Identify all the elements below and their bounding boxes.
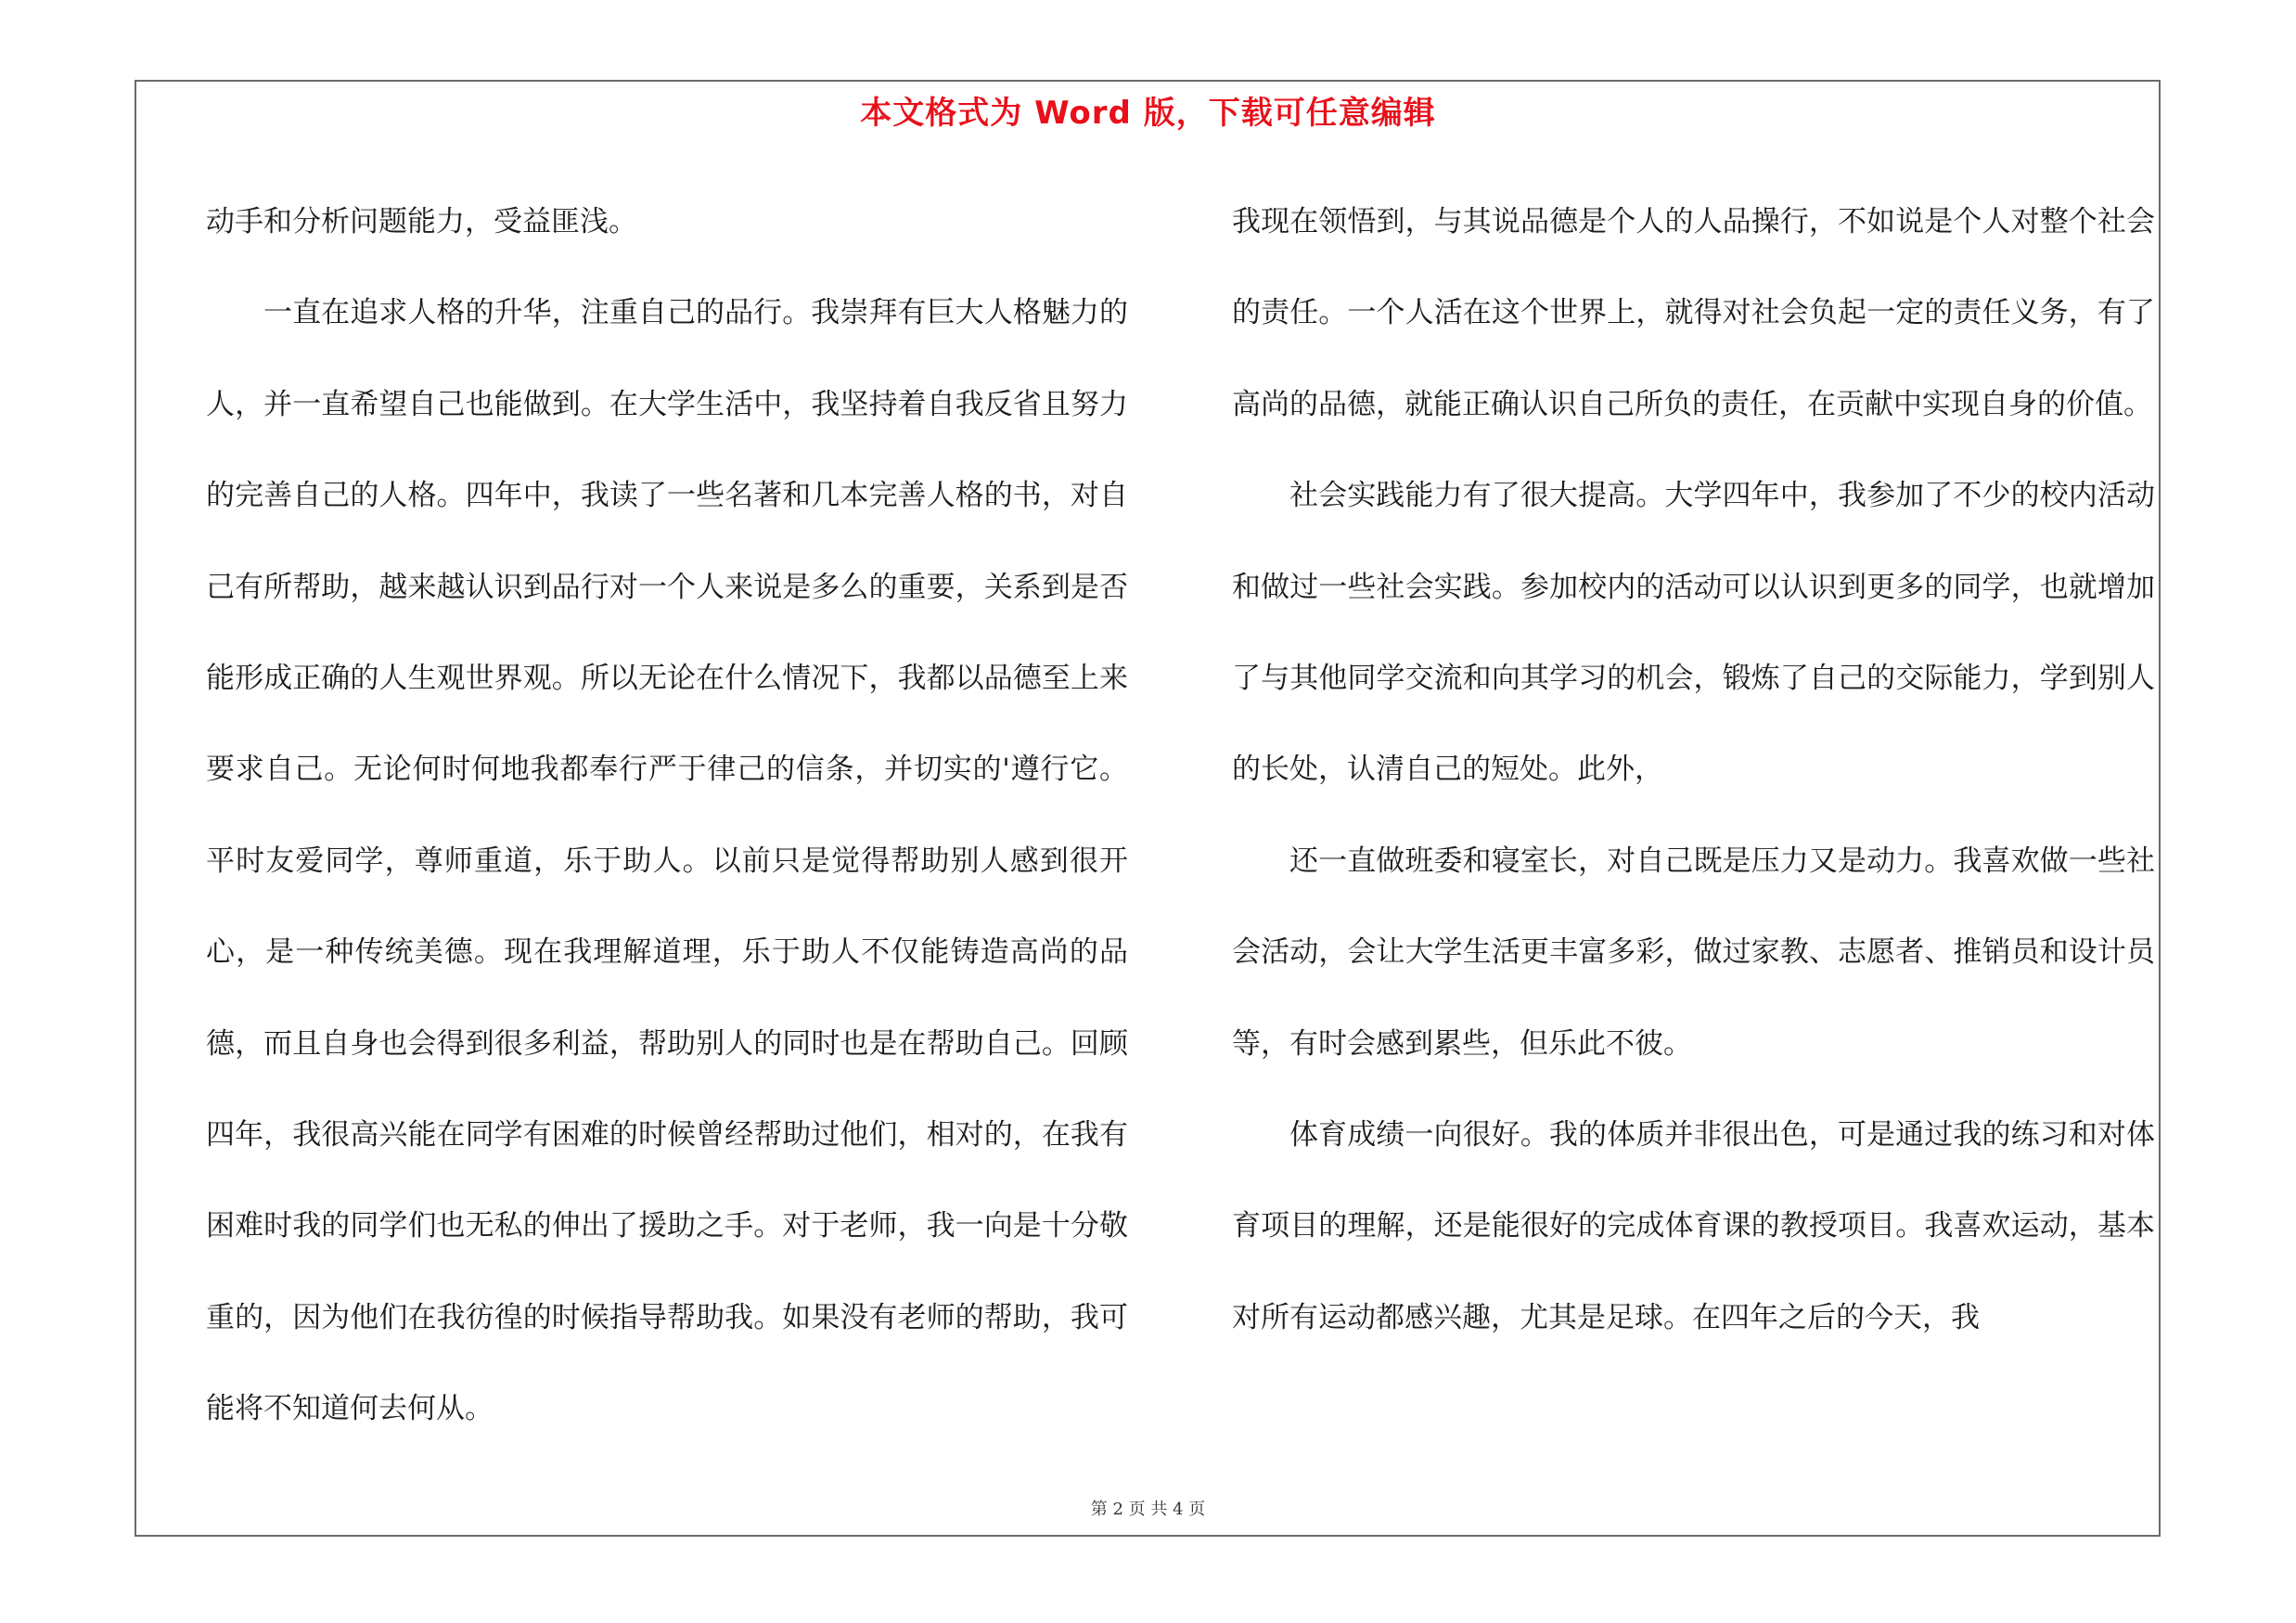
paragraph: 动手和分析问题能力，受益匪浅。 <box>206 205 637 238</box>
format-notice-banner: 本文格式为 Word 版，下载可任意编辑 <box>860 95 1436 132</box>
left-text-column <box>206 176 1128 1455</box>
page-number: 第 2 页 共 4 页 <box>1090 1500 1206 1519</box>
paragraph: 社会实践能力有了很大提高。大学四年中，我参加了不少的校内活动和做过一些社会实践。参加校内的活动可以认识到更多的同学，也就增加了与其他同学交流和向其学习的机会，锻炼了自己的交际能力，学到别人的长处，认清自己的短处。此外， <box>1232 479 2155 787</box>
paragraph: 体育成绩一向很好。我的体质并非很出色，可是通过我的练习和对体育项目的理解，还是能很好的完成体育课的教授项目。我喜欢运动，基本对所有运动都感兴趣，尤其是足球。在四年之后的今天，我 <box>1232 1118 2155 1334</box>
paragraph: 一直在追求人格的升华，注重自己的品行。我崇拜有巨大人格魅力的人，并一直希望自己也能做到。在大学生活中，我坚持着自我反省且努力的完善自己的人格。四年中，我读了一些名著和几本完善人格的书，对自己有所帮助，越来越认识到品行对一个人来说是多么的重要，关系到是否能形成正确的人生观世界观。所以无论在什么情况下，我都以品德至上来要求自己。无论何时何地我都奉行严于律己的信条，并切实的'遵行它。平时友爱同学，尊师重道，乐于助人。以前只是觉得帮助别人感到很开心，是一种传统美德。现在我理解道理，乐于助人不仅能铸造高尚的品德，而且自身也会得到很多利益，帮助别人的同时也是在帮助自己。回顾四年，我很高兴能在同学有困难的时候曾经帮助过他们，相对的，在我有困难时我的同学们也无私的伸出了援助之手。对于老师，我一向是十分敬重的，因为他们在我彷徨的时候指导帮助我。如果没有老师的帮助，我可能将不知道何去何从。 <box>206 296 1128 1426</box>
right-text-column <box>1232 176 2155 1363</box>
paragraph: 还一直做班委和寝室长，对自己既是压力又是动力。我喜欢做一些社会活动，会让大学生活更丰富多彩，做过家教、志愿者、推销员和设计员等，有时会感到累些，但乐此不彼。 <box>1232 844 2155 1061</box>
paragraph: 我现在领悟到，与其说品德是个人的人品操行，不如说是个人对整个社会的责任。一个人活在这个世界上，就得对社会负起一定的责任义务，有了高尚的品德，就能正确认识自己所负的责任，在贡献中实现自身的价值。 <box>1232 205 2155 421</box>
